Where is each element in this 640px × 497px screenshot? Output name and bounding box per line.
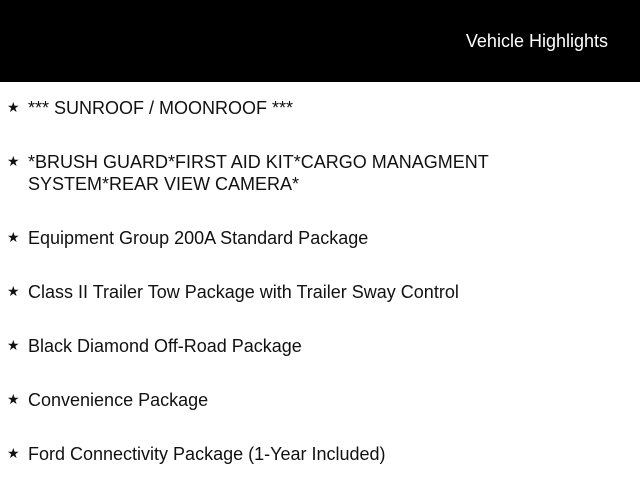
list-item-label: Convenience Package: [28, 390, 209, 410]
list-item: [0, 389, 640, 411]
list-item-label: Ford Connectivity Package (1-Year Included): [28, 444, 386, 464]
list-item: [0, 281, 640, 303]
star-icon: ★: [7, 153, 20, 169]
star-icon: ★: [7, 283, 20, 299]
star-icon: ★: [7, 99, 20, 115]
list-item-label: Black Diamond Off-Road Package: [28, 336, 302, 356]
star-icon: ★: [7, 337, 20, 353]
list-item: [0, 227, 640, 249]
list-item-label: Class II Trailer Tow Package with Trailer Sway Control: [28, 282, 459, 302]
list-item: [0, 97, 640, 119]
list-item-label: *** SUNROOF / MOONROOF ***: [28, 98, 294, 118]
highlights-list: [0, 97, 640, 497]
star-icon: ★: [7, 229, 20, 245]
header-title: Vehicle Highlights: [465, 31, 608, 51]
list-item-label: *BRUSH GUARD*FIRST AID KIT*CARGO MANAGMENT SYSTEM*REAR VIEW CAMERA*: [28, 152, 489, 194]
list-item: [0, 443, 640, 465]
list-item-label: Equipment Group 200A Standard Package: [28, 228, 369, 248]
header-bar: [0, 0, 640, 82]
list-item: [0, 151, 640, 195]
list-item: [0, 335, 640, 357]
star-icon: ★: [7, 391, 20, 407]
star-icon: ★: [7, 445, 20, 461]
